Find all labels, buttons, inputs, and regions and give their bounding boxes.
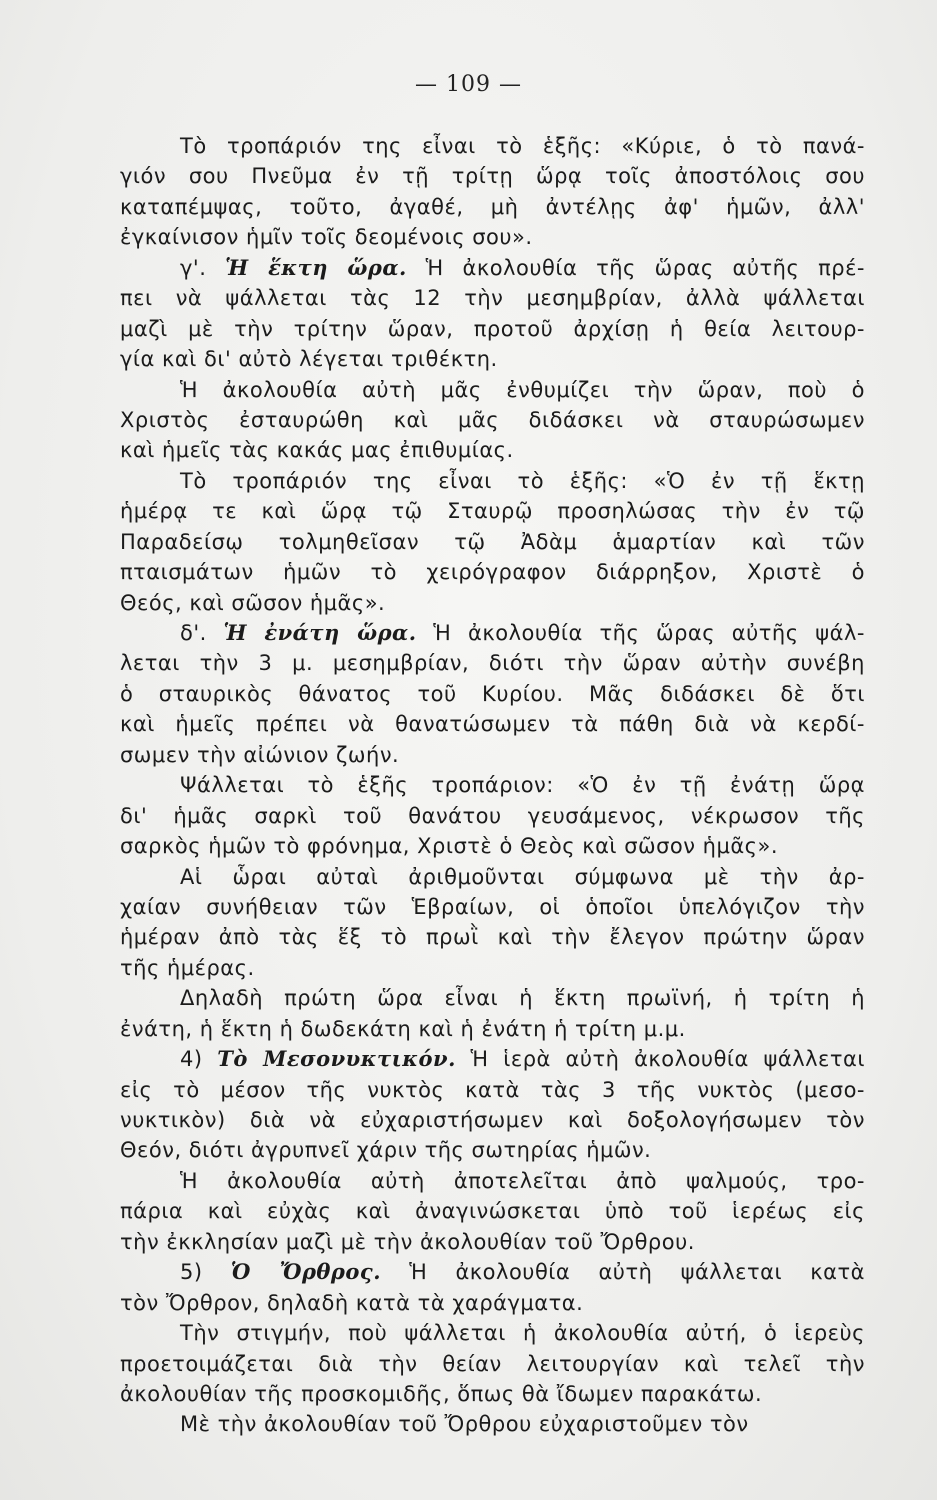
text-line [120,1257,865,1287]
text-line [120,1044,865,1074]
line-text: Τὴν στιγμήν, ποὺ ψάλλεται ἡ ἀκολουθία αὐτή, ὁ ἱερεὺς [180,1321,865,1346]
text-line [120,740,865,770]
line-text: Τὸ τροπάριόν της εἶναι τὸ ἑξῆς: «Ὁ ἐν τῇ ἕκτῃ [180,468,865,493]
text-line [120,405,865,435]
line-text: πταισμάτων ἡμῶν τὸ χειρόγραφον διάρρηξον, Χριστὲ ὁ [120,560,865,585]
line-text: Χριστὸς ἐσταυρώθη καὶ μᾶς διδάσκει νὰ σταυρώσωμεν [120,407,865,432]
text-line [120,283,865,313]
section-heading: Τὸ Μεσονυκτικόν. [217,1046,456,1072]
text-line [120,314,865,344]
section-number: 5) [180,1260,231,1285]
text-line [120,588,865,618]
text-line [120,192,865,222]
line-text: λεται τὴν 3 μ. μεσημβρίαν, διότι τὴν ὥραν αὐτὴν συνέβη [120,651,865,676]
text-line [120,496,865,526]
line-text: Ἡ ἀκολουθία τῆς ὥρας αὐτῆς ψάλ- [416,621,865,645]
line-text: πει νὰ ψάλλεται τὰς 12 τὴν μεσημβρίαν, ἀλλὰ ψάλλεται [120,286,865,311]
line-text: Ἡ ἱερὰ αὐτὴ ἀκολουθία ψάλλεται [455,1047,865,1072]
body-text [120,131,865,1440]
line-text: Ἡ ἀκολουθία αὐτὴ μᾶς ἐνθυμίζει τὴν ὥραν, ποὺ ὁ [180,377,865,402]
section-number: 4) [180,1047,218,1072]
line-text: καταπέμψας, τοῦτο, ἀγαθέ, μὴ ἀντέλῃς ἀφ' ἡμῶν, ἀλλ' [120,194,865,219]
line-text: ἐγκαίνισον ἡμῖν τοῖς δεομένοις σου». [120,225,533,250]
text-line [120,1075,865,1105]
line-text: Θεόν, διότι ἀγρυπνεῖ χάριν τῆς σωτηρίας ἡμῶν. [120,1138,652,1163]
text-line [120,1318,865,1348]
line-text: πάρια καὶ εὐχὰς καὶ ἀναγινώσκεται ὑπὸ τοῦ ἱερέως εἰς [120,1199,865,1224]
text-line [120,1349,865,1379]
line-text: Παραδείσῳ τολμηθεῖσαν τῷ Ἀδὰμ ἁμαρτίαν καὶ τῶν [120,529,865,554]
line-text: γία καὶ δι' αὐτὸ λέγεται τριθέκτη. [120,347,498,372]
line-text: Ἡ ἀκολουθία τῆς ὥρας αὐτῆς πρέ- [406,255,865,280]
line-text: ἐνάτη, ἡ ἕκτη ἡ δωδεκάτη καὶ ἡ ἐνάτη ἡ τρίτη μ.μ. [120,1016,686,1041]
text-line [120,679,865,709]
text-line [120,1135,865,1165]
line-text: γιόν σου Πνεῦμα ἐν τῇ τρίτῃ ὥρᾳ τοῖς ἀποστόλοις σου [120,164,865,189]
section-number: γ'. [180,255,226,280]
text-line [120,375,865,405]
line-text: ὁ σταυρικὸς θάνατος τοῦ Κυρίου. Μᾶς διδάσκει δὲ ὅτι [120,681,865,706]
line-text: Αἱ ὧραι αὐταὶ ἀριθμοῦνται σύμφωνα μὲ τὴν ἀρ- [180,864,865,889]
text-line [120,831,865,861]
text-line [120,922,865,952]
text-line [120,862,865,892]
section-heading: Ἡ ἕκτη ὥρα. [225,254,407,280]
line-text: ἡμέραν ἀπὸ τὰς ἕξ τὸ πρωῒ καὶ τὴν ἔλεγον πρώτην ὥραν [120,925,865,950]
line-text: σαρκὸς ἡμῶν τὸ φρόνημα, Χριστὲ ὁ Θεὸς καὶ σῶσον ἡμᾶς». [120,834,779,859]
line-text: Ἡ ἀκολουθία αὐτὴ ἀποτελεῖται ἀπὸ ψαλμούς, τρο- [180,1168,865,1193]
text-line [120,344,865,374]
text-line [120,892,865,922]
text-line [120,618,865,648]
text-line [120,131,865,161]
line-text: Ἡ ἀκολουθία αὐτὴ ψάλλεται κατὰ [381,1260,865,1285]
line-text: σωμεν τὴν αἰώνιον ζωήν. [120,742,400,767]
line-text: δι' ἡμᾶς σαρκὶ τοῦ θανάτου γευσάμενος, νέκρωσον τῆς [120,803,865,828]
line-text: προετοιμάζεται διὰ τὴν θείαν λειτουργίαν καὶ τελεῖ τὴν [120,1351,865,1376]
line-text: νυκτικὸν) διὰ νὰ εὐχαριστήσωμεν καὶ δοξολογήσωμεν τὸν [120,1108,865,1132]
text-line [120,1379,865,1409]
text-line [120,770,865,800]
line-text: καὶ ἡμεῖς πρέπει νὰ θανατώσωμεν τὰ πάθη διὰ νὰ κερδί- [120,712,865,737]
text-line [120,1166,865,1196]
line-text: χαίαν συνήθειαν τῶν Ἑβραίων, οἱ ὁποῖοι ὑπελόγιζον τὴν [120,894,865,919]
text-line [120,801,865,831]
line-text: τῆς ἡμέρας. [120,955,255,980]
text-line [120,161,865,191]
text-line [120,1409,865,1439]
line-text: εἰς τὸ μέσον τῆς νυκτὸς κατὰ τὰς 3 τῆς νυκτὸς (μεσο- [120,1077,865,1102]
text-line [120,1105,865,1135]
text-line [120,953,865,983]
line-text: Ψάλλεται τὸ ἑξῆς τροπάριον: «Ὁ ἐν τῇ ἐνάτῃ ὥρᾳ [180,773,865,798]
section-heading: Ἡ ἐνάτη ὥρα. [223,620,417,645]
line-text: Θεός, καὶ σῶσον ἡμᾶς». [120,590,386,615]
text-line [120,1288,865,1318]
page-number: — 109 — [415,72,522,97]
text-line [120,1014,865,1044]
text-line [120,527,865,557]
line-text: Δηλαδὴ πρώτη ὥρα εἶναι ἡ ἕκτη πρωϊνή, ἡ τρίτη ἡ [180,986,865,1011]
text-line [120,1227,865,1257]
section-number: δ'. [180,621,224,645]
text-line [120,983,865,1013]
line-text: ἀκολουθίαν τῆς προσκομιδῆς, ὅπως θὰ ἴδωμεν παρακάτω. [120,1381,763,1406]
text-line [120,222,865,252]
line-text: Τὸ τροπάριόν της εἶναι τὸ ἑξῆς: «Κύριε, ὁ τὸ πανά- [180,134,865,158]
text-line [120,1196,865,1226]
line-text: ἡμέρᾳ τε καὶ ὥρᾳ τῷ Σταυρῷ προσηλώσας τὴν ἐν τῷ [120,499,865,524]
line-text: τὸν Ὄρθρον, δηλαδὴ κατὰ τὰ χαράγματα. [120,1290,584,1315]
line-text: μαζὶ μὲ τὴν τρίτην ὥραν, προτοῦ ἀρχίσῃ ἡ θεία λειτουρ- [120,316,865,341]
text-line [120,557,865,587]
text-line [120,648,865,678]
line-text: τὴν ἐκκλησίαν μαζὶ μὲ τὴν ἀκολουθίαν τοῦ Ὄρθρου. [120,1229,695,1254]
section-heading: Ὁ Ὄρθρος. [230,1259,382,1285]
text-line [120,466,865,496]
text-line [120,709,865,739]
line-text: καὶ ἡμεῖς τὰς κακάς μας ἐπιθυμίας. [120,438,514,463]
text-line [120,435,865,465]
line-text: Μὲ τὴν ἀκολουθίαν τοῦ Ὄρθρου εὐχαριστοῦμεν τὸν [180,1412,749,1437]
text-line [120,253,865,283]
